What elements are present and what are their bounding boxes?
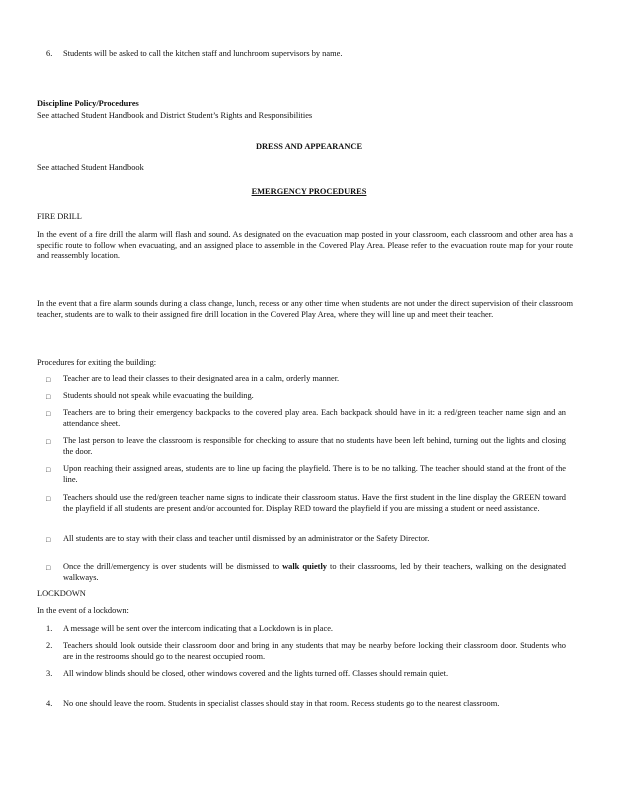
emergency-heading: EMERGENCY PROCEDURES <box>251 187 367 196</box>
bullet-text: Upon reaching their assigned areas, students are to line up facing the playfield. There is to be no talking. The teacher should stand at the front of the line. <box>63 464 566 484</box>
fire-drill-paragraph-1: In the event of a fire drill the alarm will flash and sound. As designated on the evacuation map posted in your classroom, each classroom and other area has a specific route to follow when evacuating, and an assigned place to assemble in the Covered Play Area. Please refer to the evacuation route map for your route and reassembly location. <box>37 230 573 261</box>
bullet-text: Teachers are to bring their emergency backpacks to the covered play area. Each backpack should have in it: a red/green teacher name sign and an attendance sheet. <box>63 408 566 428</box>
dress-text: See attached Student Handbook <box>37 163 144 172</box>
list-item-text: All window blinds should be closed, other windows covered and the lights turned off. Classes should remain quiet. <box>63 669 449 678</box>
bullet-text-pre: Once the drill/emergency is over students will be dismissed to <box>63 562 283 571</box>
bullet-icon: □ <box>46 393 51 401</box>
procedures-heading: Procedures for exiting the building: <box>37 358 157 367</box>
bullet-text-last <box>63 562 566 583</box>
bullet-text: Teacher are to lead their classes to their designated area in a calm, orderly manner. <box>63 374 340 383</box>
list-number: 4. <box>46 699 53 708</box>
list-item-text: A message will be sent over the intercom indicating that a Lockdown is in place. <box>63 624 334 633</box>
lockdown-intro: In the event of a lockdown: <box>37 606 129 615</box>
bullet-text: Students should not speak while evacuating the building. <box>63 391 254 400</box>
list-item-text: Teachers should look outside their classroom door and bring in any students that may be nearby before locking their classroom door. Students who are in the restrooms should go to the nearest occupied room. <box>63 641 566 661</box>
bullet-icon: □ <box>46 564 51 572</box>
fire-drill-paragraph-2: In the event that a fire alarm sounds during a class change, lunch, recess or any other time when students are not under the direct supervision of their classroom teacher, students are to walk to their assigned fire drill location in the Covered Play Area, where they will line up and meet their teacher. <box>37 299 573 319</box>
bullet-text: The last person to leave the classroom is responsible for checking to assure that no students have been left behind, turning out the lights and closing the door. <box>63 436 566 456</box>
bullet-text-bold: walk quietly <box>282 562 327 571</box>
discipline-text: See attached Student Handbook and District Student’s Rights and Responsibilities <box>37 111 313 120</box>
list-number: 1. <box>46 624 53 633</box>
bullet-icon: □ <box>46 536 51 544</box>
bullet-icon: □ <box>46 466 51 474</box>
bullet-text: Teachers should use the red/green teacher name signs to indicate their classroom status. Have the first student in the line display the GREEN toward the playfield if all students are present and/or accounted for. Display RED toward the playfield if you are missing a student or need assistance. <box>63 493 566 513</box>
bullet-icon: □ <box>46 410 51 418</box>
lockdown-heading: LOCKDOWN <box>37 589 86 598</box>
bullet-icon: □ <box>46 376 51 384</box>
list-number: 6. <box>46 49 53 58</box>
bullet-text-post: to their classrooms, led by their teachers, walking on the designated walkways. <box>63 562 566 582</box>
list-number: 3. <box>46 669 53 678</box>
list-number: 2. <box>46 641 53 650</box>
bullet-icon: □ <box>46 495 51 503</box>
dress-heading: DRESS AND APPEARANCE <box>255 142 363 151</box>
bullet-icon: □ <box>46 438 51 446</box>
list-item-text: Students will be asked to call the kitchen staff and lunchroom supervisors by name. <box>63 49 343 58</box>
list-item-text: No one should leave the room. Students in specialist classes should stay in that room. Recess students go to the nearest classroom. <box>63 699 500 708</box>
fire-drill-heading: FIRE DRILL <box>37 212 82 221</box>
discipline-heading: Discipline Policy/Procedures <box>37 99 139 108</box>
bullet-text: All students are to stay with their class and teacher until dismissed by an administrator or the Safety Director. <box>63 534 430 543</box>
